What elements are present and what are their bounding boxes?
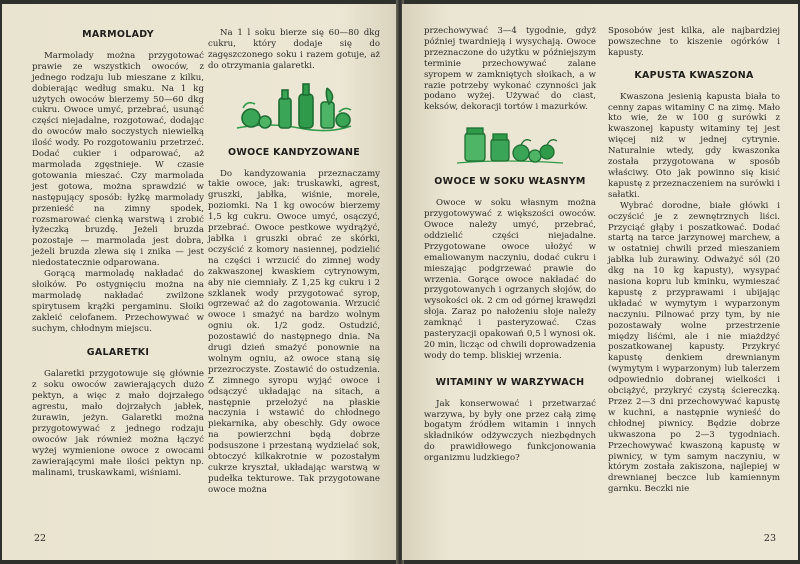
page-number: 22 — [34, 533, 47, 544]
paragraph: Owoce w soku własnym można przygotowywać z większości owoców. Owoce należy umyć, przebrać, oddzielić części niejadalne. Przygotowane owoce ułożyć w emaliowanym naczyniu, dodać cukru i mieszając podgrzewać prawie do wrzenia. Gorące owoce nakładać do przygotowanych i ogrzanych słojów, do wysokości ok. 2 cm od górnej krawędzi słoja. Zaraz po nałożeniu słoje należy zamknąć i pasteryzować. Czas pasteryzacji opakowań 0,5 l wynosi ok. 20 min, licząc od chwili doprowadzenia wody do temp. bliskiej wrzenia. — [424, 198, 596, 361]
paragraph: Do kandyzowania przeznaczamy takie owoce, jak: truskawki, agrest, gruszki, jabłka, wiśnie, morele, poziomki. Na 1 kg owoców bierzemy 1,5 kg cukru. Owoce umyć, osączyć, przebrać. Owoce pestkowe wydrążyć, jabłka i gruszki obrać ze skórki, oczyścić z komory nasiennej, podzielić na części i wrzucić do zimnej wody zakwaszonej kwaskiem cytrynowym, aby nie ciemniały. Z 1,25 kg cukru i 2 szklanek wody przygotować syrop, ogrzewać aż do zagotowania. Wrzucić owoce i smażyć na bardzo wolnym ogniu ok. 1/2 godz. Ostudzić, pozostawić do następnego dnia. Na drugi dzień smażyć ponownie na wolnym ogniu, aż owoce staną się przezroczyste. Zostawić do ostudzenia. Z zimnego syropu wyjąć owoce i odsączyć układając na sitach, a następnie przełożyć na płaskie naczynia i wstawić do chłodnego piekarnika, aby obeschły. Gdy owoce na powierzchni będą dobrze podsuszone i przestaną wydzielać sok, obtoczyć kilkakrotnie w pozostałym cukrze kryształ, układając warstwą w pudełka tekturowe. Tak przygotowane owoce można — [208, 168, 380, 495]
left-page-column-2 — [208, 28, 380, 496]
right-page — [402, 4, 798, 560]
left-page — [2, 4, 398, 560]
paragraph: Marmolady można przygotować prawie ze wszystkich owoców, z jednego rodzaju lub mieszane z kilku, dobierając według smaku. Na 1 kg użytych owoców bierzemy 50—60 dkg cukru. Owoce umyć, przebrać, usunąć części niejadalne, rozgotować, dodając do owoców mało soczystych niewielką ilość wody. Po rozgotowaniu przetrzeć. Dodać cukier i odparować, aż marmolada zgęstnieje. W czasie gotowania mieszać. Czy marmolada jest gotowa, można sprawdzić w następujący sposób: łyżkę marmolady przenieść na zimny spodek, rozsmarować cienką warstwą i zrobić łyżeczką bruzdę. Jeżeli bruzda pozostaje — marmolada jest dobra, jeżeli bruzda zlewa się i znika — jest niedostatecznie odparowana. — [32, 50, 204, 269]
paragraph: Galaretki przygotowuje się głównie z soku owoców zawierających dużo pektyn, a więc z mało dojrzałego agrestu, mało dojrzałych jabłek, żurawin, jeżyn. Galaretki można przygotowywać z jednego rodzaju owoców jak również można łączyć wyżej wymienione owoce z owocami zawierającymi małe ilości pektyn np. malinami, truskawkami, wiśniami. — [32, 369, 204, 478]
paragraph: Gorącą marmoladę nakładać do słoików. Po ostygnięciu można na marmoladę nakładać zwilżone spirytusem krążki pergaminu. Słoiki zakleić celofanem. Przechowywać w suchym, chłodnym miejscu. — [32, 269, 204, 334]
right-page-column-2 — [608, 26, 780, 495]
paragraph: Jak konserwować i przetwarzać warzywa, by były one przez całą zimę bogatym źródłem witamin i innych składników odżywczych niezbędnych do prawidłowego funkcjonowania organizmu ludzkiego? — [424, 398, 596, 464]
paragraph: Na 1 l soku bierze się 60—80 dkg cukru, który dodaje się do zagęszczonego soku i razem gotuje, aż do otrzymania galaretki. — [208, 28, 380, 71]
right-page-column-1 — [424, 26, 596, 464]
fruit-bottles-illustration — [229, 78, 359, 140]
heading-owoce-w-soku: OWOCE W SOKU WŁASNYM — [434, 176, 586, 188]
heading-owoce-kandyzowane: OWOCE KANDYZOWANE — [227, 146, 361, 158]
heading-kapusta-kwaszona: KAPUSTA KWASZONA — [634, 69, 754, 81]
paragraph: Kwaszona jesienią kapusta biała to cenny zapas witaminy C na zimę. Mało kto wie, że w 100 g surówki z kwaszonej kapusty witaminy tej jest więcej niż w jednej cytrynie. Naturalnie wtedy, gdy kwaszonka została przygotowana w sposób właściwy. Oto jak powinno się kisić kapustę z przeznaczeniem na surówki i sałatki. — [608, 91, 780, 200]
paragraph: Sposobów jest kilka, ale najbardziej powszechne to kiszenie ogórków i kapusty. — [608, 26, 780, 58]
page-number: 23 — [763, 533, 776, 544]
paragraph: Wybrać dorodne, białe główki i oczyścić je z zewnętrznych liści. Przyciąć głąby i poszatkować. Dodać startą na tarce jarzynowej marchew, a w ostatniej chwili przed mieszaniem jabłka lub żurawiny. Odważyć sól (20 dkg na 10 kg kapusty), wysypać nasiona kopru lub kminku, wymieszać kapustę z przyprawami i ubijając układać w wymytym i wyparzonym naczyniu. Pilnować przy tym, by nie pozostawały wolne przestrzenie między liśćmi, ale i nie miażdżyć poszatkowanej kapusty. Przykryć kapustę denkiem drewnianym (wymytym i wyparzonym) lub talerzem odpowiednio dobranej wielkości i obciążyć, przykryć czystą ściereczką. Przez 2—3 dni przechowywać kapustę w kuchni, a następnie wynieść do chłodnej piwnicy. Będzie dobrze ukwaszona po 2—3 tygodniach. Przechowywać kwaszoną kapustę w piwnicy, w tym samym naczyniu, w którym została zakiszona, najlepiej w drewnianej beczce lub kamiennym garnku. Beczki nie — [608, 200, 780, 495]
heading-witaminy: WITAMINY W WARZYWACH — [435, 376, 585, 388]
left-page-column-1 — [32, 28, 204, 478]
heading-galaretki: GALARETKI — [86, 347, 150, 359]
paragraph: przechowywać 3—4 tygodnie, gdyż później twardnieją i wysychają. Owoce przeznaczone do użytku w późniejszym terminie przechowywać zalane syropem w zamkniętych słoikach, a w razie potrzeby wykonać czynności jak podano wyżej. Używać do ciast, keksów, dekoracji tortów i mazurków. — [424, 26, 596, 113]
heading-marmolady: MARMOLADY — [82, 29, 154, 40]
jars-fruit-illustration — [451, 119, 569, 169]
